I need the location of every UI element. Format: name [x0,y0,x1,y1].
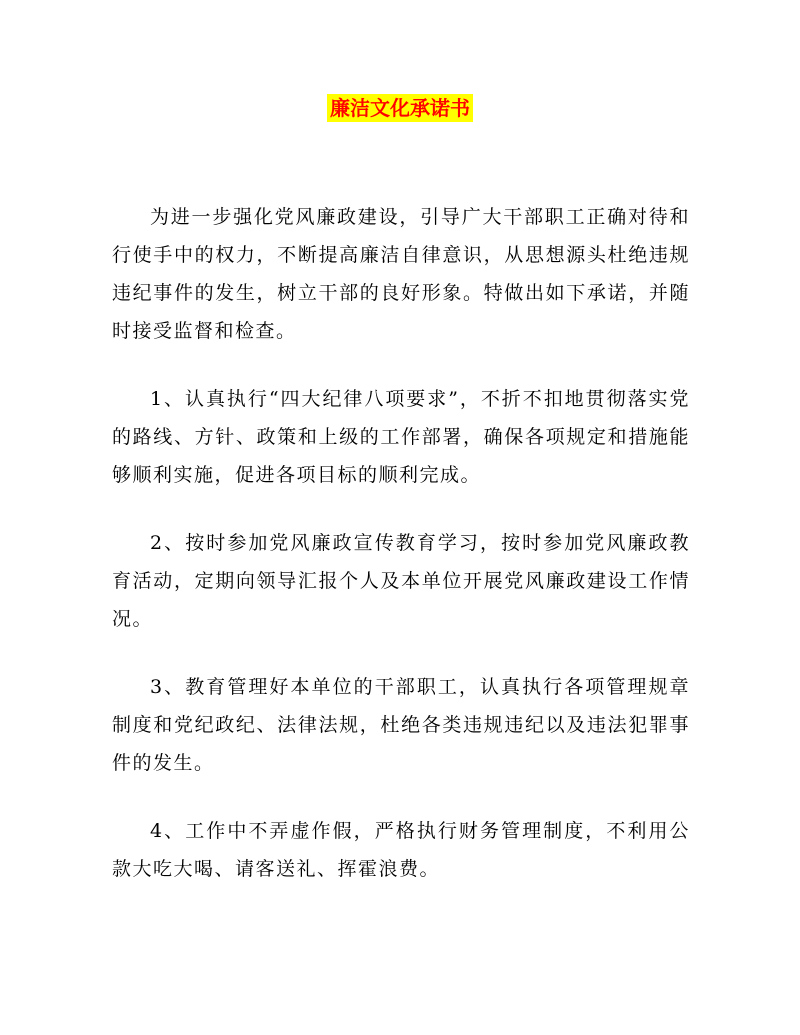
intro-paragraph: 为进一步强化党风廉政建设，引导广大干部职工正确对待和行使手中的权力，不断提高廉洁自律意识，从思想源头杜绝违规违纪事件的发生，树立干部的良好形象。特做出如下承诺，并随时接受监督和检查。 [112,206,690,342]
document-body [112,198,690,918]
commitment-item-1: 1、认真执行“四大纪律八项要求”，不折不扣地贯彻落实党的路线、方针、政策和上级的工作部署，确保各项规定和措施能够顺利实施，促进各项目标的顺利完成。 [112,388,690,486]
commitment-item-3: 3、教育管理好本单位的干部职工，认真执行各项管理规章制度和党纪政纪、法律法规，杜绝各类违规违纪以及违法犯罪事件的发生。 [112,676,690,774]
document-title: 廉洁文化承诺书 [327,94,473,122]
commitment-item-2: 2、按时参加党风廉政宣传教育学习，按时参加党风廉政教育活动，定期向领导汇报个人及本单位开展党风廉政建设工作情况。 [112,532,690,630]
commitment-item-4: 4、工作中不弄虚作假，严格执行财务管理制度，不利用公款大吃大喝、请客送礼、挥霍浪费。 [112,820,690,880]
title-container [0,94,800,122]
